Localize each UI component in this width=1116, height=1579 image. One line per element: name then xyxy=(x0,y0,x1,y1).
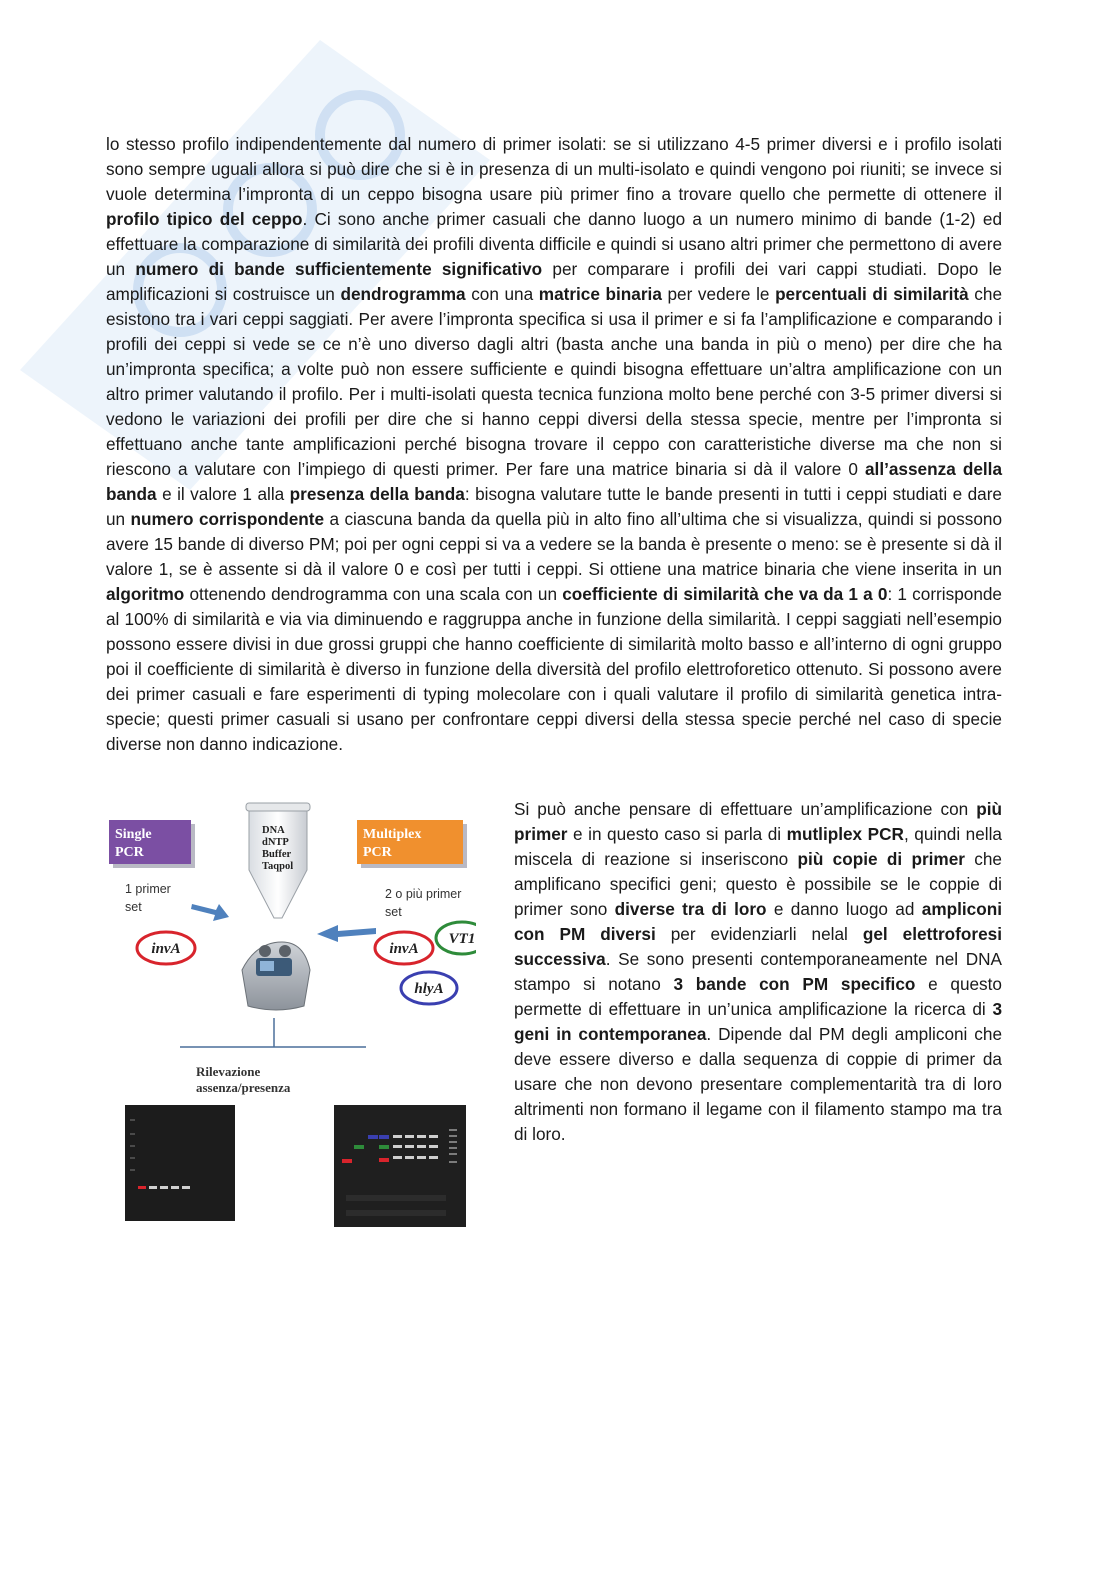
bold-run: dendrogramma xyxy=(340,284,466,304)
single-primer-line2: set xyxy=(125,900,142,914)
bold-run: più copie di primer xyxy=(797,849,965,869)
svg-text:VT1: VT1 xyxy=(448,931,476,947)
multiplex-title-line2: PCR xyxy=(363,845,392,860)
single-primer-line1: 1 primer xyxy=(125,882,171,896)
gene-hlyA xyxy=(401,972,457,1004)
text-run: che esistono tra i vari ceppi saggiati. Per avere l’impronta specifica si usa il primer e si fa l’amplificazione e comparando i profili dei ceppi si vede se ce n’è uno diverso dagli altri (basta anche una banda in più o meno) per dire che ha un’impronta specifica; a volte può non essere sufficiente e quindi bisogna effettuare un’altra amplificazione con un altro primer valutando il profilo. Per i multi-isolati questa tecnica funziona molto bene perché con 3-5 primer diversi si vedono le variazioni dei profili per dire che si hanno ceppi diversi della stessa specie, mentre per l’impronta si effettuano anche tante amplificazioni perché bisogna trovare il ceppo con caratteristiche diverse ma che non si riescono a valutare con l’impiego di questi primer. Per fare una matrice binaria si dà il valore 0 xyxy=(106,284,1003,479)
bold-run: ampliconi con PM diversi xyxy=(514,899,1002,944)
svg-text:invA: invA xyxy=(389,941,419,957)
detection-line1: Rilevazione xyxy=(196,1064,261,1079)
single-pcr-box xyxy=(109,820,195,868)
bold-run: 3 geni in contemporanea xyxy=(514,999,1002,1044)
text-run: ottenendo dendrogramma con una scala con un xyxy=(184,584,563,604)
multi-primer-line1: 2 o più primer xyxy=(385,887,462,901)
single-title-line1: Single xyxy=(115,827,152,842)
body-paragraph-2 xyxy=(514,797,1002,1147)
text-run: lo stesso profilo indipendentemente dal numero di primer isolati: se si utilizzano 4-5 primer diversi e i profilo isolati sono sempre uguali allora si può dire che si è in presenza di un multi-isolato e quindi vengono poi riuniti; se invece si vuole determina l’impronta di un ceppo bisogna usare più primer fino a trovare quello che permette di ottenere il xyxy=(106,134,1002,204)
pcr-tube-icon xyxy=(246,803,310,918)
text-run: e il valore 1 alla xyxy=(156,484,290,504)
text-run: : bisogna valutare tutte le bande presenti in tutti i ceppi studiati e dare un xyxy=(106,484,1002,529)
text-run: e questo permette di effettuare in un’unica amplificazione la ricerca di xyxy=(514,974,1002,1019)
bold-run: algoritmo xyxy=(106,584,185,604)
gel-image-single xyxy=(125,1105,235,1221)
tube-label-dna: DNA xyxy=(262,825,285,836)
bold-run: 3 bande con PM specifico xyxy=(673,974,916,994)
text-run: che amplificano specifici geni; questo è possibile se le coppie di primer sono xyxy=(514,849,1002,919)
pcr-figure xyxy=(106,800,476,1230)
text-run: con una xyxy=(465,284,539,304)
tube-label-taqpol: Taqpol xyxy=(262,861,294,872)
body-paragraph-1 xyxy=(106,132,1002,757)
bold-run: coefficiente di similarità che va da 1 a 0 xyxy=(562,584,888,604)
detection-line2: assenza/presenza xyxy=(196,1080,291,1095)
text-run: per evidenziarli nelal xyxy=(655,924,863,944)
bold-run: presenza della banda xyxy=(289,484,465,504)
text-run: e danno luogo ad xyxy=(766,899,922,919)
gene-vt1 xyxy=(436,922,476,954)
text-run: a ciascuna banda da quella più in alto fino all’ultima che si visualizza, quindi si possono avere 15 bande di diverso PM; poi per ogni ceppi si va a vedere se la banda è presente o meno: se è presente si dà il valore 1, se è assente si dà il valore 0 e così per tutti i ceppi. Si ottiene una matrice binaria che viene inserita in un xyxy=(106,509,1003,579)
text-run: per comparare i profili dei vari cappi studiati. Dopo le amplificazioni si costruisce un xyxy=(106,259,1002,304)
text-run: Si può anche pensare di effettuare un’amplificazione con xyxy=(514,799,977,819)
multiplex-title-line1: Multiplex xyxy=(363,827,422,842)
bold-run: gel elettroforesi successiva xyxy=(514,924,1002,969)
gene-invA-single xyxy=(137,932,195,964)
svg-text:hlyA: hlyA xyxy=(414,981,444,997)
text-run: : 1 corrisponde al 100% di similarità e via via diminuendo e raggruppa anche in funzione della similarità. I ceppi saggiati nell’esempio possono essere divisi in due grossi gruppi che hanno coefficiente di similarità molto basso e all’interno di ogni gruppo poi il coefficiente di similarità è diverso in funzione della diversità del profilo elettroforetico ottenuto. Si possono avere dei primer casuali e fare esperimenti di typing molecolare con i quali valutare il profilo di similarità genetica intra-specie; questi primer casuali si usano per confrontare ceppi diversi della stessa specie perché nel caso di specie diverse non danno indicazione. xyxy=(106,584,1002,754)
text-run: . Se sono presenti contemporaneamente nel DNA stampo si notano xyxy=(514,949,1002,994)
bold-run: percentuali di similarità xyxy=(775,284,969,304)
bold-run: all’assenza della banda xyxy=(106,459,1003,504)
gene-invA-multi xyxy=(375,932,433,964)
bold-run: diverse tra di loro xyxy=(614,899,767,919)
text-run: per vedere le xyxy=(661,284,776,304)
text-run: . Dipende dal PM degli ampliconi che deve essere diverso e dalla sequenza di coppie di primer da usare che non devono presentare complementarità tra di loro altrimenti non formano il legame con il filamento stampo ma tra di loro. xyxy=(514,1024,1002,1144)
tube-label-buffer: Buffer xyxy=(262,849,292,860)
connector-lines xyxy=(180,1018,366,1047)
bold-run: matrice binaria xyxy=(538,284,662,304)
svg-text:invA: invA xyxy=(151,941,181,957)
text-run: . Ci sono anche primer casuali che danno luogo a un numero minimo di bande (1-2) ed effettuare la comparazione di similarità dei profili diventa difficile e quindi si usano altri primer che permettono di avere un xyxy=(106,209,1002,279)
thermocycler-icon xyxy=(242,942,310,1010)
multi-primer-line2: set xyxy=(385,905,402,919)
bold-run: profilo tipico del ceppo xyxy=(106,209,303,229)
bold-run: più primer xyxy=(514,799,1002,844)
single-title-line2: PCR xyxy=(115,845,144,860)
gel-image-multiplex xyxy=(334,1105,466,1227)
tube-label-dntp: dNTP xyxy=(262,837,289,848)
bold-run: mutliplex PCR xyxy=(786,824,904,844)
bold-run: numero di bande sufficientemente significativo xyxy=(135,259,543,279)
text-run: , quindi nella miscela di reazione si inseriscono xyxy=(514,824,1002,869)
multiplex-pcr-box xyxy=(357,820,467,868)
text-run: e in questo caso si parla di xyxy=(567,824,787,844)
bold-run: numero corrispondente xyxy=(130,509,325,529)
